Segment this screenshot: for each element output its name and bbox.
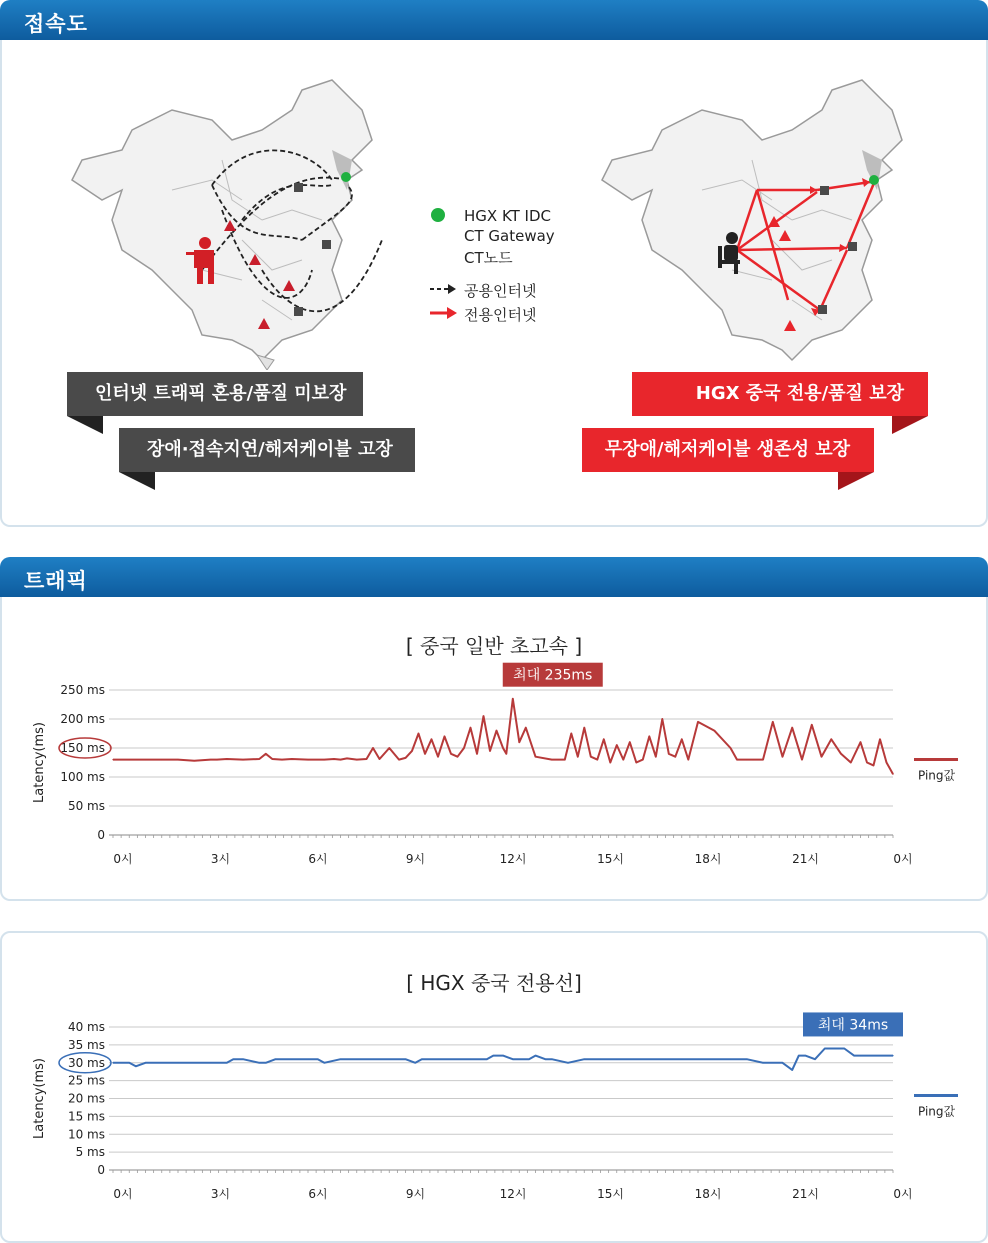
- data-point: [444, 736, 445, 737]
- data-point: [655, 756, 656, 757]
- data-point: [135, 1066, 136, 1067]
- data-point: [265, 753, 266, 754]
- data-point: [483, 716, 484, 717]
- data-point: [525, 727, 526, 728]
- data-point: [275, 1059, 276, 1060]
- y-tick-label: 40 ms: [67, 1020, 105, 1034]
- data-point: [457, 756, 458, 757]
- max-annotation-label: 최대 34ms: [817, 1017, 889, 1034]
- data-point: [535, 1055, 536, 1056]
- data-point: [506, 753, 507, 754]
- data-point: [431, 739, 432, 740]
- data-point: [551, 1059, 552, 1060]
- legend-label: Ping값: [918, 1104, 956, 1119]
- data-point: [798, 1055, 799, 1056]
- data-point: [528, 1059, 529, 1060]
- data-point: [486, 1059, 487, 1060]
- data-point: [411, 750, 412, 751]
- data-point: [502, 747, 503, 748]
- x-tick-label: 12시: [499, 1187, 527, 1201]
- data-point: [782, 756, 783, 757]
- data-point: [860, 1055, 861, 1056]
- section-title: 트래픽: [24, 569, 88, 593]
- data-point: [564, 759, 565, 760]
- x-tick-label: 0시: [113, 852, 133, 866]
- data-point: [415, 1062, 416, 1063]
- data-point: [356, 1059, 357, 1060]
- data-point: [372, 1059, 373, 1060]
- data-point: [346, 758, 347, 759]
- data-point: [571, 733, 572, 734]
- data-point: [892, 774, 893, 775]
- data-point: [577, 756, 578, 757]
- data-point: [389, 747, 390, 748]
- data-point: [632, 1059, 633, 1060]
- data-point: [697, 721, 698, 722]
- series-line: [113, 1049, 893, 1070]
- y-axis-label: Latency(ms): [32, 722, 47, 803]
- data-point: [324, 1062, 325, 1063]
- y-tick-label: 50 ms: [67, 799, 105, 813]
- china-map-public: [62, 70, 402, 370]
- data-point: [636, 762, 637, 763]
- banner-left-top: 인터넷 트래픽 혼용/품질 미보장: [67, 372, 363, 416]
- data-point: [194, 760, 195, 761]
- data-point: [502, 1055, 503, 1056]
- data-point: [876, 1055, 877, 1056]
- data-point: [746, 759, 747, 760]
- data-point: [649, 1059, 650, 1060]
- data-point: [746, 1059, 747, 1060]
- banner-right-top: HGX 중국 전용/품질 보장: [632, 372, 928, 416]
- data-point: [389, 1059, 390, 1060]
- data-point: [161, 1062, 162, 1063]
- banner-fold: [67, 416, 103, 434]
- x-tick-label: 21시: [792, 852, 819, 866]
- data-point: [860, 742, 861, 743]
- x-tick-label: 21시: [792, 1187, 819, 1201]
- data-point: [356, 759, 357, 760]
- y-tick-label: 30 ms: [67, 1055, 105, 1070]
- data-point: [821, 756, 822, 757]
- y-tick-label: 0: [97, 1163, 105, 1177]
- data-point: [545, 1059, 546, 1060]
- data-point: [623, 759, 624, 760]
- data-point: [161, 759, 162, 760]
- data-point: [450, 753, 451, 754]
- data-point: [512, 1059, 513, 1060]
- data-point: [665, 1059, 666, 1060]
- data-point: [753, 759, 754, 760]
- data-point: [772, 1062, 773, 1063]
- data-point: [642, 759, 643, 760]
- y-tick-label: 35 ms: [67, 1037, 105, 1052]
- x-tick-label: 0시: [113, 1187, 133, 1201]
- data-point: [801, 759, 802, 760]
- data-point: [762, 759, 763, 760]
- data-point: [340, 759, 341, 760]
- x-tick-label: 9시: [405, 852, 426, 866]
- data-point: [762, 1062, 763, 1063]
- data-point: [424, 753, 425, 754]
- banner-fold: [119, 472, 155, 490]
- banner-right-bottom: 무장애/해저케이블 생존성 보장: [582, 428, 874, 472]
- series-line: [113, 699, 893, 774]
- y-tick-label: 0: [97, 828, 105, 842]
- x-tick-label: 18시: [694, 1187, 722, 1201]
- section-header-traffic: [0, 557, 988, 599]
- x-tick-label: 0시: [893, 852, 913, 866]
- data-point: [366, 758, 367, 759]
- x-tick-label: 9시: [405, 1187, 426, 1201]
- data-point: [226, 758, 227, 759]
- dashed-arrow-icon: [428, 283, 458, 295]
- green-node-icon: [428, 205, 448, 225]
- legend-private: 전용인터넷: [464, 306, 537, 324]
- y-tick-label: 15 ms: [67, 1109, 105, 1124]
- x-tick-label: 3시: [210, 1187, 231, 1201]
- y-tick-label: 5 ms: [75, 1145, 105, 1160]
- data-point: [281, 759, 282, 760]
- y-tick-label: 100 ms: [60, 770, 105, 784]
- data-point: [129, 759, 130, 760]
- data-point: [782, 1062, 783, 1063]
- data-point: [112, 759, 113, 760]
- data-point: [194, 1062, 195, 1063]
- chart2-title: [ HGX 중국 전용선]: [406, 971, 582, 995]
- banner-fold: [838, 472, 874, 490]
- banner-fold: [892, 416, 928, 434]
- data-point: [805, 1055, 806, 1056]
- x-tick-label: 15시: [597, 1187, 624, 1201]
- data-point: [772, 721, 773, 722]
- y-tick-label: 20 ms: [67, 1091, 105, 1106]
- x-tick-label: 15시: [597, 852, 624, 866]
- data-point: [372, 747, 373, 748]
- data-point: [831, 739, 832, 740]
- data-point: [398, 759, 399, 760]
- china-map-private: [592, 70, 932, 370]
- data-point: [792, 727, 793, 728]
- data-point: [584, 727, 585, 728]
- data-point: [681, 739, 682, 740]
- data-point: [177, 1062, 178, 1063]
- data-point: [226, 1062, 227, 1063]
- data-point: [272, 758, 273, 759]
- data-point: [616, 745, 617, 746]
- data-point: [496, 730, 497, 731]
- data-point: [470, 1059, 471, 1060]
- data-point: [307, 759, 308, 760]
- data-point: [216, 759, 217, 760]
- y-tick-label: 10 ms: [67, 1127, 105, 1142]
- data-point: [379, 758, 380, 759]
- data-point: [145, 759, 146, 760]
- data-point: [834, 1048, 835, 1049]
- x-tick-label: 6시: [308, 1187, 328, 1201]
- data-point: [662, 718, 663, 719]
- banner-left-bottom: 장애·접속지연/해저케이블 고장: [119, 428, 415, 472]
- data-point: [242, 759, 243, 760]
- data-point: [886, 762, 887, 763]
- data-point: [597, 759, 598, 760]
- data-point: [145, 1062, 146, 1063]
- data-point: [340, 1059, 341, 1060]
- data-point: [551, 759, 552, 760]
- data-point: [535, 756, 536, 757]
- red-arrow-icon: [428, 307, 458, 319]
- data-point: [437, 1059, 438, 1060]
- chart1-title: [ 중국 일반 초고속 ]: [405, 634, 583, 658]
- data-point: [584, 1059, 585, 1060]
- y-tick-label: 25 ms: [67, 1073, 105, 1088]
- data-point: [259, 1062, 260, 1063]
- y-tick-label: 250 ms: [60, 683, 105, 697]
- connection-panel: [0, 40, 988, 527]
- latency-chart-hgx: [0, 1000, 988, 1230]
- data-point: [730, 1059, 731, 1060]
- y-tick-label: 150 ms: [60, 741, 105, 755]
- data-point: [405, 757, 406, 758]
- data-point: [853, 1055, 854, 1056]
- x-tick-label: 18시: [694, 852, 722, 866]
- data-point: [512, 698, 513, 699]
- data-point: [418, 733, 419, 734]
- data-point: [668, 753, 669, 754]
- data-point: [850, 762, 851, 763]
- legend-node2: CT Gateway: [464, 227, 555, 245]
- latency-chart-general: [0, 660, 988, 890]
- data-point: [519, 1059, 520, 1060]
- data-point: [112, 1062, 113, 1063]
- legend-node3: CT노드: [464, 249, 513, 267]
- data-point: [714, 1059, 715, 1060]
- data-point: [873, 765, 874, 766]
- data-point: [811, 724, 812, 725]
- data-point: [879, 739, 880, 740]
- data-point: [519, 742, 520, 743]
- data-point: [824, 1048, 825, 1049]
- legend-label: Ping값: [918, 768, 956, 783]
- data-point: [736, 759, 737, 760]
- data-point: [177, 759, 178, 760]
- y-axis-label: Latency(ms): [32, 1058, 47, 1139]
- data-point: [259, 758, 260, 759]
- data-point: [210, 1062, 211, 1063]
- data-point: [291, 1059, 292, 1060]
- data-point: [714, 730, 715, 731]
- data-point: [844, 1048, 845, 1049]
- x-tick-label: 12시: [499, 852, 527, 866]
- data-point: [866, 762, 867, 763]
- data-point: [333, 758, 334, 759]
- data-point: [493, 1055, 494, 1056]
- data-point: [307, 1059, 308, 1060]
- data-point: [421, 1059, 422, 1060]
- data-point: [590, 756, 591, 757]
- data-point: [242, 1059, 243, 1060]
- data-point: [603, 739, 604, 740]
- data-point: [463, 747, 464, 748]
- data-point: [317, 1059, 318, 1060]
- data-point: [629, 742, 630, 743]
- data-point: [324, 759, 325, 760]
- data-point: [600, 1059, 601, 1060]
- data-point: [405, 1059, 406, 1060]
- section-header-connection: [0, 0, 988, 42]
- data-point: [454, 1059, 455, 1060]
- legend-public: 공용인터넷: [464, 282, 537, 300]
- data-point: [265, 1062, 266, 1063]
- data-point: [210, 759, 211, 760]
- data-point: [840, 753, 841, 754]
- data-point: [792, 1069, 793, 1070]
- data-point: [476, 753, 477, 754]
- data-point: [233, 1059, 234, 1060]
- data-point: [688, 759, 689, 760]
- data-point: [470, 727, 471, 728]
- data-point: [681, 1059, 682, 1060]
- data-point: [892, 1055, 893, 1056]
- data-point: [489, 750, 490, 751]
- data-point: [730, 747, 731, 748]
- y-tick-label: 200 ms: [60, 712, 105, 726]
- legend-node1: HGX KT IDC: [464, 207, 551, 225]
- max-annotation-label: 최대 235ms: [513, 667, 593, 684]
- data-point: [675, 756, 676, 757]
- x-tick-label: 6시: [308, 852, 328, 866]
- data-point: [616, 1059, 617, 1060]
- data-point: [814, 1059, 815, 1060]
- x-tick-label: 0시: [893, 1187, 913, 1201]
- data-point: [129, 1062, 130, 1063]
- x-tick-label: 3시: [210, 852, 231, 866]
- data-point: [558, 759, 559, 760]
- data-point: [567, 1062, 568, 1063]
- data-point: [697, 1059, 698, 1060]
- section-title: 접속도: [24, 12, 88, 36]
- data-point: [291, 758, 292, 759]
- data-point: [610, 762, 611, 763]
- data-point: [649, 736, 650, 737]
- data-point: [437, 756, 438, 757]
